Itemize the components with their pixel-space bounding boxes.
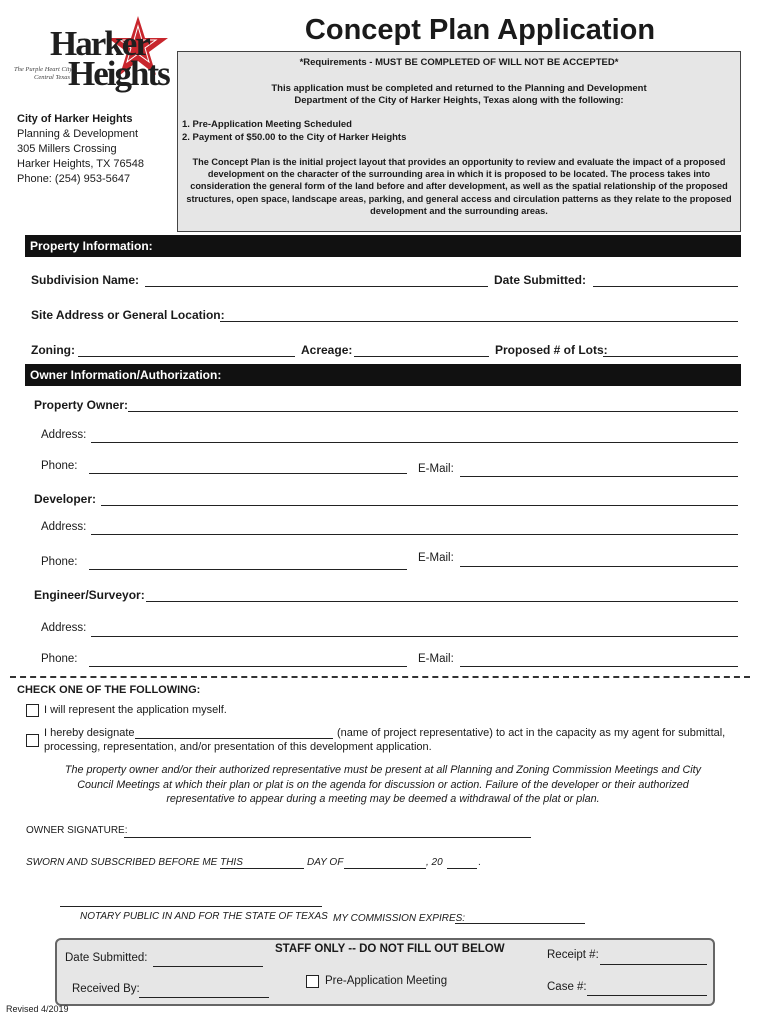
description-line: development and the surrounding areas. xyxy=(370,205,548,216)
receipt-label: Receipt #: xyxy=(547,949,599,961)
engineer-label: Engineer/Surveyor: xyxy=(34,588,145,602)
description-line: development on the character of the surrounding area in which it is proposed to be located. The process takes into xyxy=(207,169,711,180)
attendance-notice xyxy=(25,763,741,807)
city-name: City of Harker Heights xyxy=(17,113,133,125)
sworn-year-field[interactable] xyxy=(447,868,477,869)
owner-email-field[interactable] xyxy=(460,476,738,477)
logo-line1: Harker xyxy=(50,24,149,63)
subdivision-field[interactable] xyxy=(145,286,488,287)
zoning-field[interactable] xyxy=(78,356,295,357)
engineer-address-label: Address: xyxy=(41,622,87,634)
page-title: Concept Plan Application xyxy=(304,14,656,46)
developer-label: Developer: xyxy=(34,492,97,506)
requirements-intro-1: This application must be completed and returned to the Planning and Development xyxy=(271,83,647,94)
description-line: consideration the general form of the land before and after development, as well as the spatial relationship of the proposed xyxy=(190,181,728,192)
designate-label-a: I hereby designate xyxy=(44,727,135,739)
owner-phone-field[interactable] xyxy=(89,473,407,474)
year-prefix-label: , 20 xyxy=(426,857,443,868)
lots-label: Proposed # of Lots: xyxy=(495,343,608,357)
owner-signature-field[interactable] xyxy=(124,837,531,838)
receipt-field[interactable] xyxy=(600,964,707,965)
case-label: Case #: xyxy=(547,981,587,993)
engineer-field[interactable] xyxy=(146,601,738,602)
description-line: The Concept Plan is the initial project layout that provides an opportunity to review and evaluate the impact of a proposed xyxy=(192,157,726,167)
zoning-label: Zoning: xyxy=(31,343,75,357)
notice-line: representative to appear during a meeting may be deemed a withdrawal of the plat or plan. xyxy=(166,793,600,805)
engineer-phone-label: Phone: xyxy=(41,653,78,665)
requirements-intro-2: Department of the City of Harker Heights, Texas along with the following: xyxy=(294,95,624,106)
developer-address-field[interactable] xyxy=(91,534,738,535)
revised-date: Revised 4/2019 xyxy=(6,1004,69,1014)
concept-plan-description xyxy=(178,156,740,217)
section-divider xyxy=(10,676,750,678)
date-submitted-label: Date Submitted: xyxy=(494,273,587,287)
requirements-heading: *Requirements - MUST BE COMPLETED OF WILL NOT BE ACCEPTED* xyxy=(299,57,619,68)
staff-date-field[interactable] xyxy=(153,966,263,967)
commission-label: MY COMMISSION EXPIRES: xyxy=(333,913,466,924)
logo-tagline2: Central Texas xyxy=(34,74,71,81)
requirement-item-1: 1. Pre-Application Meeting Scheduled xyxy=(182,119,352,130)
lots-field[interactable] xyxy=(603,356,738,357)
case-field[interactable] xyxy=(587,995,707,996)
representative-name-field[interactable] xyxy=(135,738,333,739)
property-owner-field[interactable] xyxy=(128,411,738,412)
acreage-field[interactable] xyxy=(354,356,489,357)
developer-email-label: E-Mail: xyxy=(418,552,454,564)
owner-address-field[interactable] xyxy=(91,442,738,443)
logo-tagline1: The Purple Heart City xyxy=(14,66,73,73)
pre-app-meeting-checkbox[interactable] xyxy=(306,975,319,988)
description-line: structures, open space, landscape areas, parking, and general access and circulation patterns as they relate to the proposed xyxy=(186,193,732,204)
owner-info-header: Owner Information/Authorization: xyxy=(25,364,741,386)
developer-phone-label: Phone: xyxy=(41,556,78,568)
represent-myself-label: I will represent the application myself. xyxy=(44,704,227,716)
date-submitted-field[interactable] xyxy=(593,286,738,287)
logo-line2: Heights xyxy=(68,54,169,93)
received-by-field[interactable] xyxy=(139,997,269,998)
owner-signature-label: OWNER SIGNATURE: xyxy=(26,825,128,836)
subdivision-label: Subdivision Name: xyxy=(31,273,140,287)
sworn-day-field[interactable] xyxy=(220,868,304,869)
sworn-month-field[interactable] xyxy=(344,868,426,869)
requirement-item-2: 2. Payment of $50.00 to the City of Harker Heights xyxy=(182,132,407,143)
sworn-label: SWORN AND SUBSCRIBED BEFORE ME THIS xyxy=(26,857,243,868)
staff-only-box xyxy=(55,938,715,1006)
property-info-header: Property Information: xyxy=(25,235,741,257)
owner-email-label: E-Mail: xyxy=(418,463,454,475)
harker-heights-logo xyxy=(14,14,169,104)
developer-email-field[interactable] xyxy=(460,566,738,567)
notary-signature-field[interactable] xyxy=(60,906,322,907)
day-of-label: DAY OF xyxy=(307,857,344,868)
owner-address-label: Address: xyxy=(41,429,87,441)
owner-phone-label: Phone: xyxy=(41,460,78,472)
developer-phone-field[interactable] xyxy=(89,569,407,570)
city-street: 305 Millers Crossing xyxy=(17,143,117,155)
property-owner-label: Property Owner: xyxy=(34,398,129,412)
city-dept: Planning & Development xyxy=(17,128,139,140)
check-one-heading: CHECK ONE OF THE FOLLOWING: xyxy=(17,684,201,696)
notice-line: The property owner and/or their authorized representative must be present at all Planning and Zoning Commission Meetings and City xyxy=(64,764,702,776)
represent-myself-checkbox[interactable] xyxy=(26,704,39,717)
city-address xyxy=(17,112,144,187)
notary-label: NOTARY PUBLIC IN AND FOR THE STATE OF TEXAS xyxy=(80,911,328,922)
pre-app-meeting-label: Pre-Application Meeting xyxy=(325,975,448,987)
city-citystate: Harker Heights, TX 76548 xyxy=(17,158,144,170)
year-suffix-label: . xyxy=(478,857,481,868)
developer-field[interactable] xyxy=(101,505,738,506)
staff-only-heading: STAFF ONLY -- DO NOT FILL OUT BELOW xyxy=(275,943,505,955)
engineer-email-field[interactable] xyxy=(460,666,738,667)
engineer-email-label: E-Mail: xyxy=(418,653,454,665)
site-address-field[interactable] xyxy=(220,321,738,322)
engineer-address-field[interactable] xyxy=(91,636,738,637)
city-phone: Phone: (254) 953-5647 xyxy=(17,173,131,185)
acreage-label: Acreage: xyxy=(301,343,353,357)
designate-label-c: processing, representation, and/or presentation of this development application. xyxy=(44,741,432,753)
received-by-label: Received By: xyxy=(72,983,140,995)
developer-address-label: Address: xyxy=(41,521,87,533)
site-address-label: Site Address or General Location: xyxy=(31,308,225,322)
engineer-phone-field[interactable] xyxy=(89,666,407,667)
notice-line: Council Meetings at which their plan or plat is on the agenda for discussion or action. Failure of the developer or their authorized xyxy=(77,778,689,791)
designate-agent-checkbox[interactable] xyxy=(26,734,39,747)
requirements-box xyxy=(177,51,741,232)
designate-label-b: (name of project representative) to act in the capacity as my agent for submittal, xyxy=(337,727,726,739)
commission-expires-field[interactable] xyxy=(455,923,585,924)
staff-date-label: Date Submitted: xyxy=(65,952,148,964)
